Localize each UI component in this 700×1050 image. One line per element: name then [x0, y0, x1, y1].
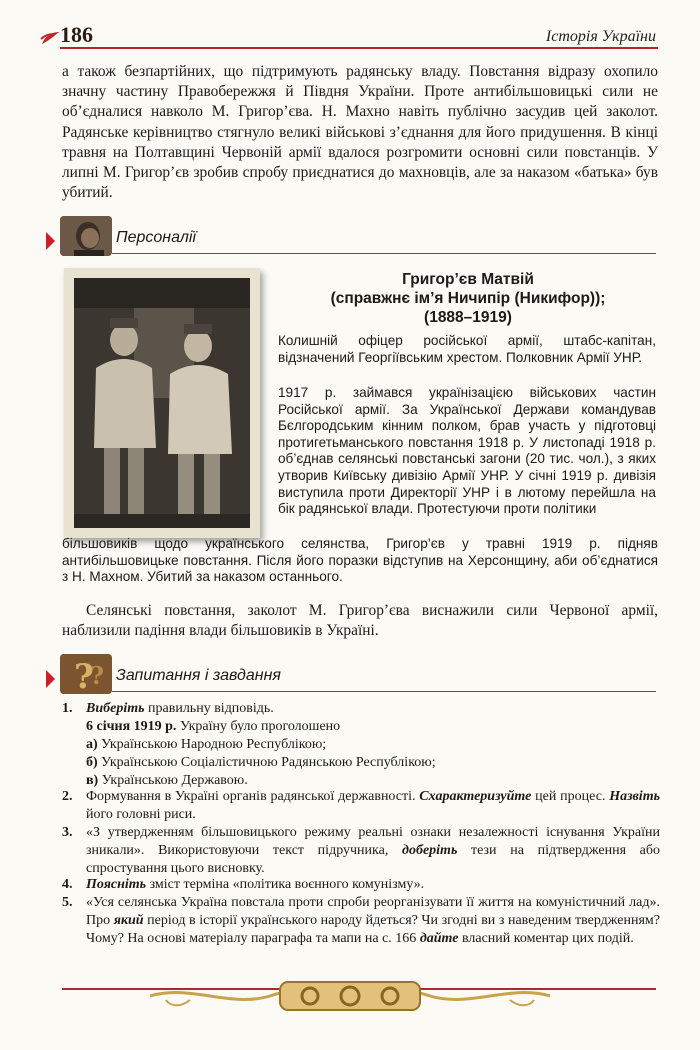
answer-option — [86, 754, 660, 772]
task-verb: дайте — [419, 931, 459, 946]
conclusion-paragraph: Селянські повстання, заколот М. Григор’єва виснажили сили Червоної армії, наблизили падіння влади більшовиків в Україні. — [62, 602, 658, 640]
question-1 — [62, 700, 660, 790]
page-leaf-icon — [40, 30, 60, 46]
option-letter: а) — [86, 737, 98, 752]
banner-rule — [112, 691, 656, 693]
task-verb: Схарактеризуйте — [419, 789, 532, 804]
question-text: власний коментар цих подій. — [458, 931, 634, 946]
question-3 — [62, 824, 660, 878]
question-text: період в історії українського народу йдеться? Чи згодні ви з наведеним твердженням? Чому? На основі матеріалу параграфа та мапи на с. 166 — [86, 913, 660, 946]
question-number: 5. — [62, 895, 73, 910]
question-text: цей процес. — [531, 789, 610, 804]
page-number: 186 — [60, 22, 93, 47]
question-text: його головні риси. — [86, 807, 196, 822]
book-title: Історія України — [545, 28, 656, 45]
personalities-banner — [46, 226, 656, 256]
question-mark-icon — [60, 654, 112, 694]
portrait-thumbnail-icon — [60, 216, 112, 256]
section-marker-icon — [46, 670, 55, 688]
option-letter: б) — [86, 755, 98, 770]
task-verb: доберіть — [402, 843, 458, 858]
question-stem: Україну було проголошено — [176, 719, 341, 734]
question-4 — [62, 876, 660, 894]
section-marker-icon — [46, 232, 55, 250]
question-text: правильну відповідь. — [144, 701, 274, 716]
personalities-title: Персоналії — [116, 229, 196, 246]
task-verb: Виберіть — [86, 701, 145, 716]
bio-paragraph-2: 1917 р. займався українізацією військових частин Російської армії. За Української Держави командував Бєлгородським кінним полком, брав участь у підготовці протигетьманського повстання 1918 р. У листопаді 1918 р. об’єднав селянські повстанські загони (20 тис. чол.), з яких утворив Київську дивізію Армії УНР. У січні 1919 р. дивізія виступила проти Директорії УНР і в лютому перейшла на бік радянської влади. Протестуючи проти політики — [278, 385, 656, 517]
bio-paragraph-1: Колишній офіцер російської армії, штабс-капітан, відзначений Георгіївським хрестом. Полковник Армії УНР. — [278, 333, 656, 365]
question-text: зміст терміна «політика воєнного комунізму». — [146, 877, 425, 892]
person-real-name: (справжнє ім’я Ничипір (Никифор)); — [330, 290, 606, 307]
option-letter: в) — [86, 773, 99, 788]
question-text: тези на підтвердження або спростування цього висновку. — [86, 843, 661, 876]
banner-rule — [112, 253, 656, 255]
question-2 — [62, 788, 660, 824]
question-number: 4. — [62, 877, 73, 892]
footer-ornament-icon — [150, 974, 550, 1018]
question-stem-date: 6 січня 1919 р. — [86, 719, 177, 734]
bio-paragraph-3: більшовиків щодо українського селянства, Григор’єв у травні 1919 р. підняв антибільшовицьке повстання. Після його поразки відступив на Херсонщину, аби об’єднатися з Н. Махном. Убитий за наказом останнього. — [62, 536, 658, 585]
portrait-photo — [64, 268, 260, 538]
option-text: Українською Народною Республікою; — [97, 737, 327, 752]
svg-text:?: ? — [90, 661, 105, 690]
question-number: 1. — [62, 701, 73, 716]
answer-option — [86, 736, 660, 754]
person-name-heading — [270, 270, 666, 327]
question-5 — [62, 894, 660, 948]
question-text: Формування в Україні органів радянської державності. — [86, 789, 420, 804]
intro-paragraph: а також безпартійних, що підтримують радянську владу. Повстання відразу охопило значну частину Правобережжя й Півдня України. Проте антибільшовицькі сили не об’єдналися навколо М. Григор’єва. Н. Махно навіть публічно засудив цей заколот. Радянське керівництво стягнуло великі військові з’єднання для його придушення. В кінці травня на Полтавщині Червоній армії вдалося розгромити основні сили повстанців. У липні М. Григор’єв зробив спробу приєднатися до махновців, але за наказом «батька» був убитий. — [62, 63, 658, 202]
header-rule — [60, 47, 658, 49]
svg-text:?: ? — [74, 657, 94, 694]
option-text: Українською Державою. — [98, 773, 248, 788]
questions-banner — [46, 657, 656, 694]
questions-title: Запитання і завдання — [116, 667, 281, 684]
person-name: Григор’єв Матвій — [402, 271, 534, 288]
question-text: «З утвердженням більшовицького режиму реальні ознаки незалежності існування України зникали». Використовуючи текст підручника, — [86, 825, 660, 858]
question-number: 2. — [62, 789, 73, 804]
question-number: 3. — [62, 825, 73, 840]
option-text: Українською Соціалістичною Радянською Республікою; — [97, 755, 436, 770]
task-verb: Назвіть — [609, 789, 660, 804]
question-text: «Уся селянська Україна повстала проти спроби реорганізувати її життя на комуністичний лад». Про — [86, 895, 660, 928]
person-years: (1888–1919) — [424, 309, 512, 326]
task-verb: який — [113, 913, 144, 928]
task-verb: Поясніть — [86, 877, 147, 892]
